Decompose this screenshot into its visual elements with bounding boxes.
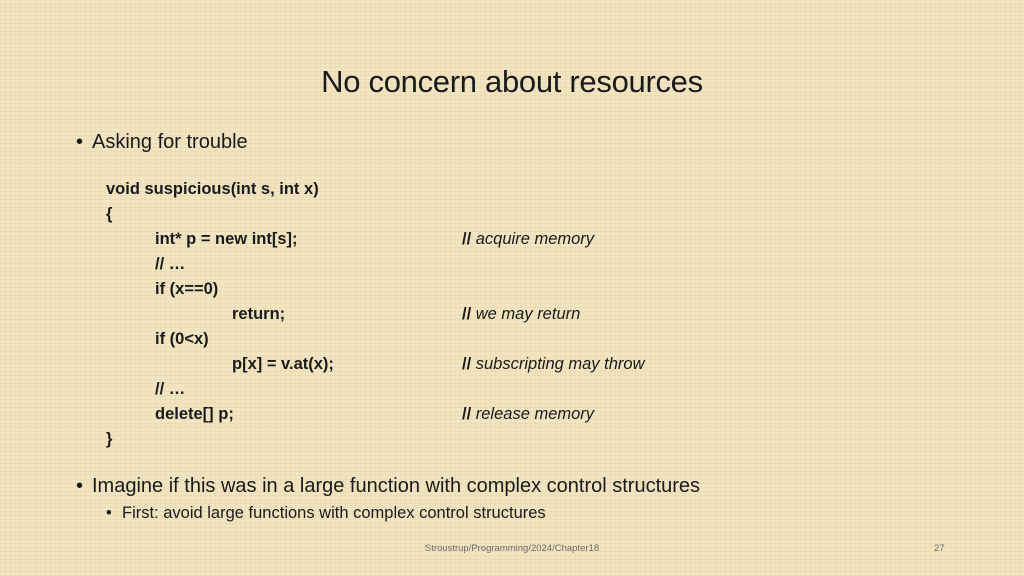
slide-title: No concern about resources: [321, 64, 703, 99]
page-number: 27: [934, 543, 945, 554]
code-line: if (0<x): [155, 330, 209, 348]
bullet-text: Asking for trouble: [92, 131, 248, 153]
code-line: delete[] p;: [155, 405, 234, 423]
code-line: // …: [155, 255, 186, 273]
code-line: }: [106, 430, 113, 448]
code-line: void suspicious(int s, int x): [106, 180, 319, 198]
bullet-marker: •: [106, 504, 112, 522]
bullet-marker: •: [76, 131, 84, 153]
comment-text: acquire memory: [471, 230, 595, 248]
comment-text: we may return: [471, 305, 581, 323]
code-line: {: [106, 205, 113, 223]
bullet-text: First: avoid large functions with complex control structures: [122, 504, 546, 522]
comment-text: release memory: [471, 405, 595, 423]
bullet-text: Imagine if this was in a large function with complex control structures: [92, 475, 701, 497]
code-line: int* p = new int[s];: [155, 230, 298, 248]
bullet-imagine: [76, 475, 700, 498]
comment-slashes: //: [462, 405, 472, 423]
code-comment: [462, 305, 580, 324]
bullet-marker: •: [76, 475, 84, 497]
code-line: // …: [155, 380, 186, 398]
comment-text: subscripting may throw: [471, 355, 645, 373]
comment-slashes: //: [462, 305, 472, 323]
code-line: return;: [232, 305, 286, 323]
code-comment: [462, 355, 645, 374]
code-comment: [462, 230, 594, 249]
code-line: p[x] = v.at(x);: [232, 355, 334, 373]
comment-slashes: //: [462, 355, 472, 373]
code-comment: [462, 405, 594, 424]
slide-footer: Stroustrup/Programming/2024/Chapter18: [424, 543, 600, 554]
comment-slashes: //: [462, 230, 472, 248]
code-line: if (x==0): [155, 280, 219, 298]
sub-bullet-first: [106, 504, 546, 523]
